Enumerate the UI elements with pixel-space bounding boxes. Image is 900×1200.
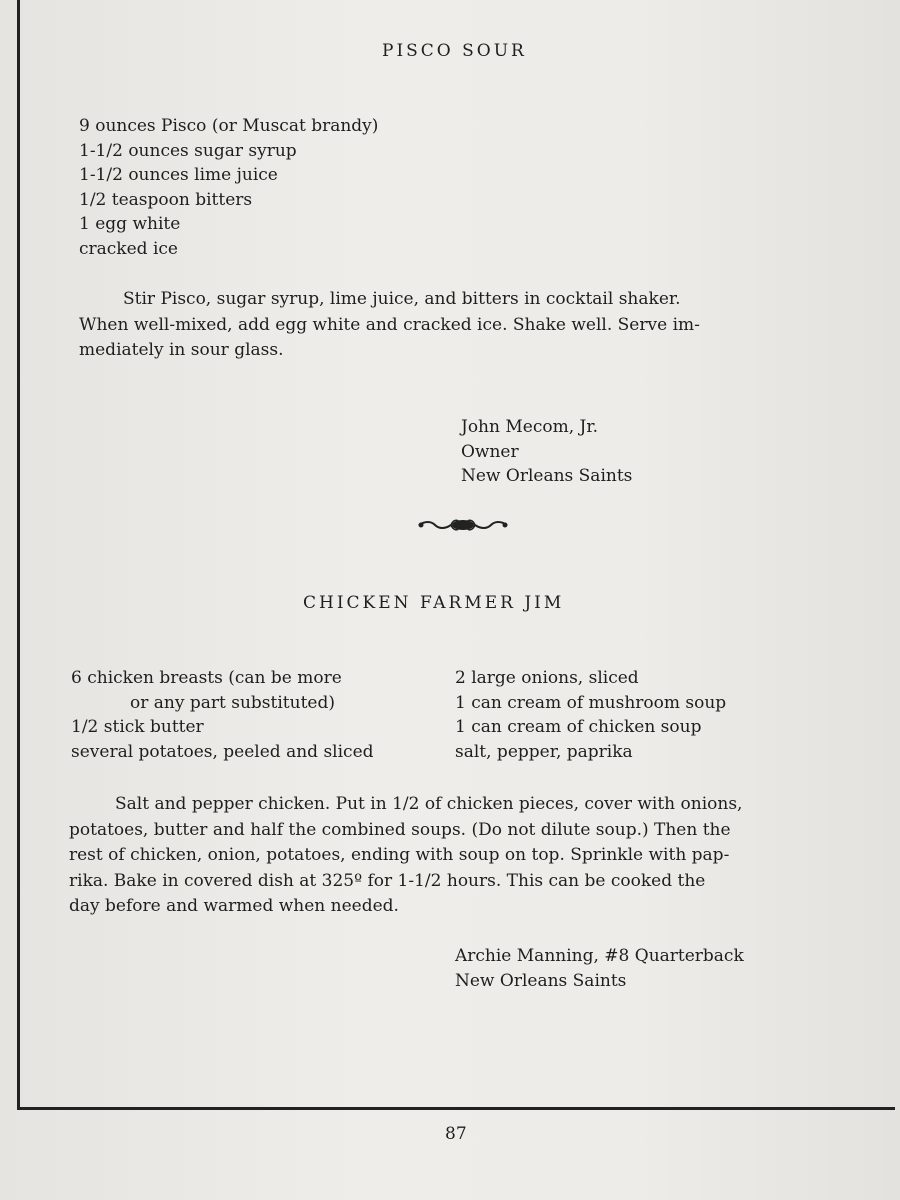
credit-line: New Orleans Saints [461,466,633,486]
ingredient-line: 1 egg white [79,214,181,234]
ingredient-line: 2 large onions, sliced [455,668,639,688]
chicken-directions [69,792,742,920]
page-number: 87 [445,1124,467,1144]
ingredient-line: 6 chicken breasts (can be more [71,668,342,688]
direction-line: Stir Pisco, sugar syrup, lime juice, and bitters in cocktail shaker. [123,289,681,309]
direction-line: When well-mixed, add egg white and cracked ice. Shake well. Serve im- [79,314,700,335]
ingredient-line: or any part substituted) [130,692,335,713]
direction-line: Salt and pepper chicken. Put in 1/2 of chicken pieces, cover with onions, [115,794,743,814]
chicken-credit [455,944,744,993]
direction-line: potatoes, butter and half the combined soups. (Do not dilute soup.) Then the [69,819,731,840]
ingredient-line: salt, pepper, paprika [455,741,633,762]
credit-line: Owner [461,441,519,462]
pisco-sour-directions [79,287,700,364]
ingredient-line: cracked ice [79,238,178,259]
pisco-sour-credit [461,415,632,489]
pisco-sour-ingredients [79,114,378,261]
ingredient-line: 1/2 stick butter [71,717,204,737]
chicken-ingredients-left [71,666,374,764]
direction-line: rest of chicken, onion, potatoes, ending with soup on top. Sprinkle with pap- [69,845,730,865]
ingredient-line: several potatoes, peeled and sliced [71,741,374,762]
recipe-title-chicken-farmer-jim: CHICKEN FARMER JIM [303,593,565,613]
ingredient-line: 9 ounces Pisco (or Muscat brandy) [79,116,379,136]
direction-line: day before and warmed when needed. [69,896,399,916]
ingredient-line: 1/2 teaspoon bitters [79,189,253,210]
credit-line: Archie Manning, #8 Quarterback [455,946,744,966]
ornamental-divider-icon [417,517,509,533]
ingredient-line: 1-1/2 ounces lime juice [79,165,278,185]
chicken-ingredients-right [455,666,726,764]
credit-line: New Orleans Saints [455,970,627,991]
ingredient-line: 1-1/2 ounces sugar syrup [79,140,297,161]
direction-line: mediately in sour glass. [79,340,284,360]
ingredient-line: 1 can cream of mushroom soup [455,692,727,713]
recipe-title-pisco-sour: PISCO SOUR [382,41,527,61]
credit-line: John Mecom, Jr. [461,417,598,437]
direction-line: rika. Bake in covered dish at 325º for 1-1/2 hours. This can be cooked the [69,870,706,891]
ingredient-line: 1 can cream of chicken soup [455,717,702,737]
